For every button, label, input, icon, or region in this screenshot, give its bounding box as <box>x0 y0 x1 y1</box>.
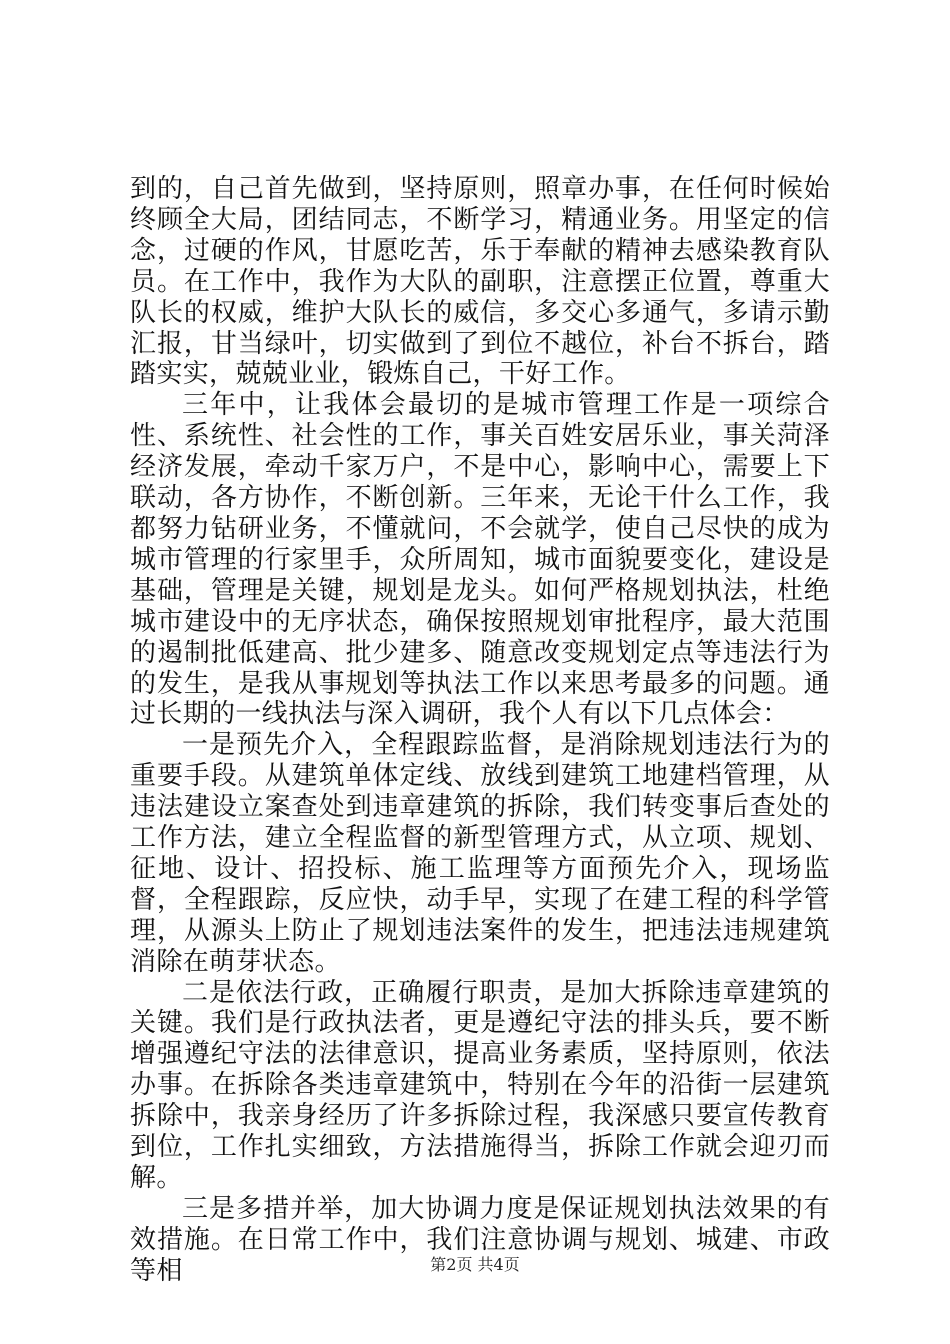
document-body <box>130 174 830 1287</box>
paragraph-2: 三年中，让我体会最切的是城市管理工作是一项综合性、系统性、社会性的工作，事关百姓安居乐业，事关菏泽经济发展，牵动千家万户，不是中心，影响中心，需要上下联动，各方协作，不断创新。三年来，无论干什么工作，我都努力钻研业务，不懂就问，不会就学，使自己尽快的成为城市管理的行家里手，众所周知，城市面貌要变化，建设是基础，管理是关键，规划是龙头。如何严格规划执法，杜绝城市建设中的无序状态，确保按照规划审批程序，最大范围的遏制批低建高、批少建多、随意改变规划定点等违法行为的发生，是我从事规划等执法工作以来思考最多的问题。通过长期的一线执法与深入调研，我个人有以下几点体会： <box>130 390 830 730</box>
page-footer: 第2页 共4页 <box>430 1255 520 1274</box>
paragraph-1: 到的，自己首先做到，坚持原则，照章办事，在任何时候始终顾全大局，团结同志，不断学习，精通业务。用坚定的信念，过硬的作风，甘愿吃苦，乐于奉献的精神去感染教育队员。在工作中，我作为大队的副职，注意摆正位置，尊重大队长的权威，维护大队长的威信，多交心多通气，多请示勤汇报，甘当绿叶，切实做到了到位不越位，补台不拆台，踏踏实实，兢兢业业，锻炼自己，干好工作。 <box>130 174 830 390</box>
paragraph-4: 二是依法行政，正确履行职责，是加大拆除违章建筑的关键。我们是行政执法者，更是遵纪守法的排头兵，要不断增强遵纪守法的法律意识，提高业务素质，坚持原则，依法办事。在拆除各类违章建筑中，特别在今年的沿街一层建筑拆除中，我亲身经历了许多拆除过程，我深感只要宣传教育到位，工作扎实细致，方法措施得当，拆除工作就会迎刃而解。 <box>130 977 830 1193</box>
paragraph-5: 三是多措并举，加大协调力度是保证规划执法效果的有效措施。在日常工作中，我们注意协调与规划、城建、市政等相 <box>130 1193 830 1286</box>
paragraph-3: 一是预先介入，全程跟踪监督，是消除规划违法行为的重要手段。从建筑单体定线、放线到建筑工地建档管理，从违法建设立案查处到违章建筑的拆除，我们转变事后查处的工作方法，建立全程监督的新型管理方式，从立项、规划、征地、设计、招投标、施工监理等方面预先介入，现场监督，全程跟踪，反应快，动手早，实现了在建工程的科学管理，从源头上防止了规划违法案件的发生，把违法违规建筑消除在萌芽状态。 <box>130 730 830 977</box>
